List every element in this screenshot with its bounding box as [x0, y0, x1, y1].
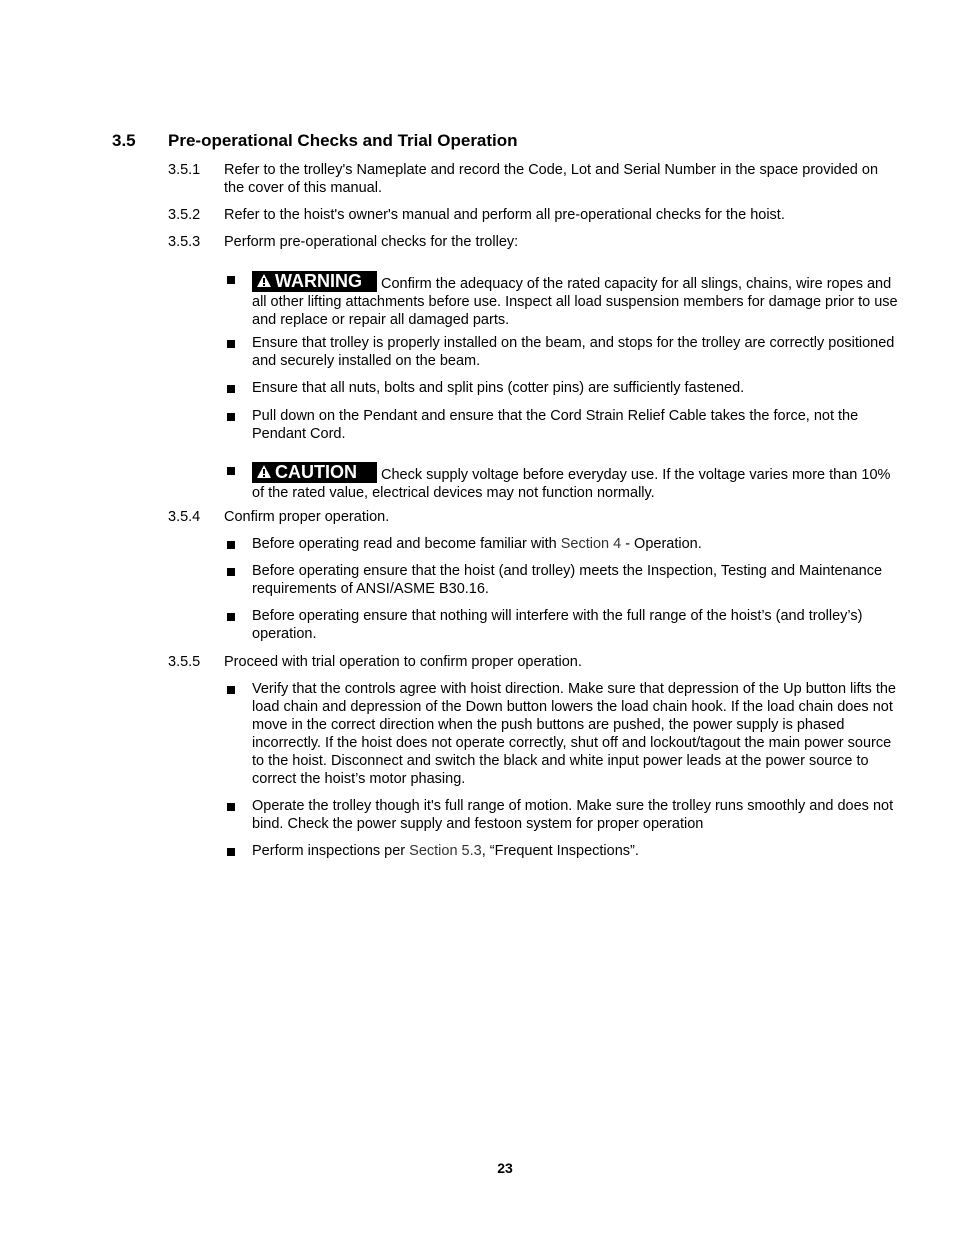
bullet-square [227, 276, 235, 284]
bullet-text: Before operating ensure that the hoist (and trolley) meets the Inspection, Testing and Maintenance requirements of ANSI/ASME B30.16. [252, 563, 883, 597]
caution-label: CAUTION [275, 462, 357, 482]
bullet-text [252, 842, 904, 860]
list-item [224, 562, 904, 598]
step-number: 3.5.4 [168, 509, 201, 525]
bullet-square [227, 848, 235, 856]
list-item [224, 535, 904, 553]
step-3-5-3 [168, 233, 898, 251]
step-3-5-2 [168, 206, 898, 224]
step-text: Refer to the hoist's owner's manual and perform all pre-operational checks for the hoist. [224, 207, 785, 223]
bullet-text: Pull down on the Pendant and ensure that the Cord Strain Relief Cable takes the force, not the Pendant Cord. [252, 408, 859, 442]
step-3-5-4 [168, 508, 898, 526]
warning-badge [252, 271, 377, 292]
page-number: 23 [497, 1160, 513, 1176]
step-text: Confirm proper operation. [224, 509, 390, 525]
step-text: Perform pre-operational checks for the trolley: [224, 234, 519, 250]
bullet-square [227, 467, 235, 475]
warning-text: Confirm the adequacy of the rated capacity for all slings, chains, wire ropes and all other lifting attachments before use. Inspect all load suspension members for damage prior to use and replace or repair all damaged parts. [252, 276, 898, 328]
bullet-text [252, 462, 904, 502]
bullet-text [252, 535, 904, 553]
caution-text: Check supply voltage before everyday use. If the voltage varies more than 10% of the rated value, electrical devices may not function normally. [252, 467, 891, 501]
bullet-square [227, 340, 235, 348]
bullet-text [252, 271, 904, 329]
step-text: Refer to the trolley's Nameplate and record the Code, Lot and Serial Number in the space provided on the cover of this manual. [224, 162, 879, 196]
text-segment: , “Frequent Inspections”. [481, 843, 639, 859]
step-number: 3.5.2 [168, 207, 201, 223]
warning-label: WARNING [275, 271, 362, 291]
list-item [224, 797, 904, 833]
list-item [224, 680, 904, 788]
bullet-square [227, 413, 235, 421]
text-segment: Perform inspections per [252, 843, 410, 859]
step-3-5-5 [168, 653, 898, 671]
bullet-square [227, 541, 235, 549]
caution-triangle-icon [256, 464, 272, 479]
text-segment: - Operation. [621, 536, 702, 552]
bullet-square [227, 613, 235, 621]
step-3-5-1 [168, 161, 898, 197]
list-item [224, 379, 904, 397]
bullet-square [227, 686, 235, 694]
list-item [224, 407, 904, 443]
section-5-3-link[interactable]: Section 5.3 [409, 843, 482, 859]
list-item [224, 842, 904, 860]
caution-badge [252, 462, 377, 483]
text-segment: Before operating read and become familiar with [252, 536, 561, 552]
list-item [224, 607, 904, 643]
warning-triangle-icon [256, 273, 272, 288]
bullet-square [227, 385, 235, 393]
step-number: 3.5.1 [168, 162, 201, 178]
bullet-square [227, 803, 235, 811]
step-text: Proceed with trial operation to confirm proper operation. [224, 654, 582, 670]
section-number: 3.5 [112, 131, 136, 150]
step-number: 3.5.5 [168, 654, 201, 670]
list-item-warning [224, 271, 904, 329]
list-item-caution [224, 462, 904, 502]
bullet-text: Verify that the controls agree with hoist direction. Make sure that depression of the Up button lifts the load chain and depression of the Down button lowers the load chain hook. If the load chain does not move in the correct direction when the push buttons are pushed, the power supply is phased incorrectly. If the hoist does not operate correctly, shut off and lockout/tagout the main power source to the hoist. Disconnect and switch the black and white input power leads at the power source to correct the hoist’s motor phasing. [252, 681, 896, 787]
bullet-square [227, 568, 235, 576]
bullet-text: Operate the trolley though it's full range of motion. Make sure the trolley runs smoothly and does not bind. Check the power supply and festoon system for proper operation [252, 798, 894, 832]
bullet-text: Ensure that trolley is properly installed on the beam, and stops for the trolley are correctly positioned and securely installed on the beam. [252, 335, 895, 369]
bullet-text: Before operating ensure that nothing will interfere with the full range of the hoist’s (and trolley’s) operation. [252, 608, 863, 642]
bullet-text: Ensure that all nuts, bolts and split pins (cotter pins) are sufficiently fastened. [252, 380, 745, 396]
section-title: Pre-operational Checks and Trial Operation [168, 131, 518, 150]
section-4-link[interactable]: Section 4 [560, 536, 622, 552]
step-number: 3.5.3 [168, 234, 201, 250]
list-item [224, 334, 904, 370]
